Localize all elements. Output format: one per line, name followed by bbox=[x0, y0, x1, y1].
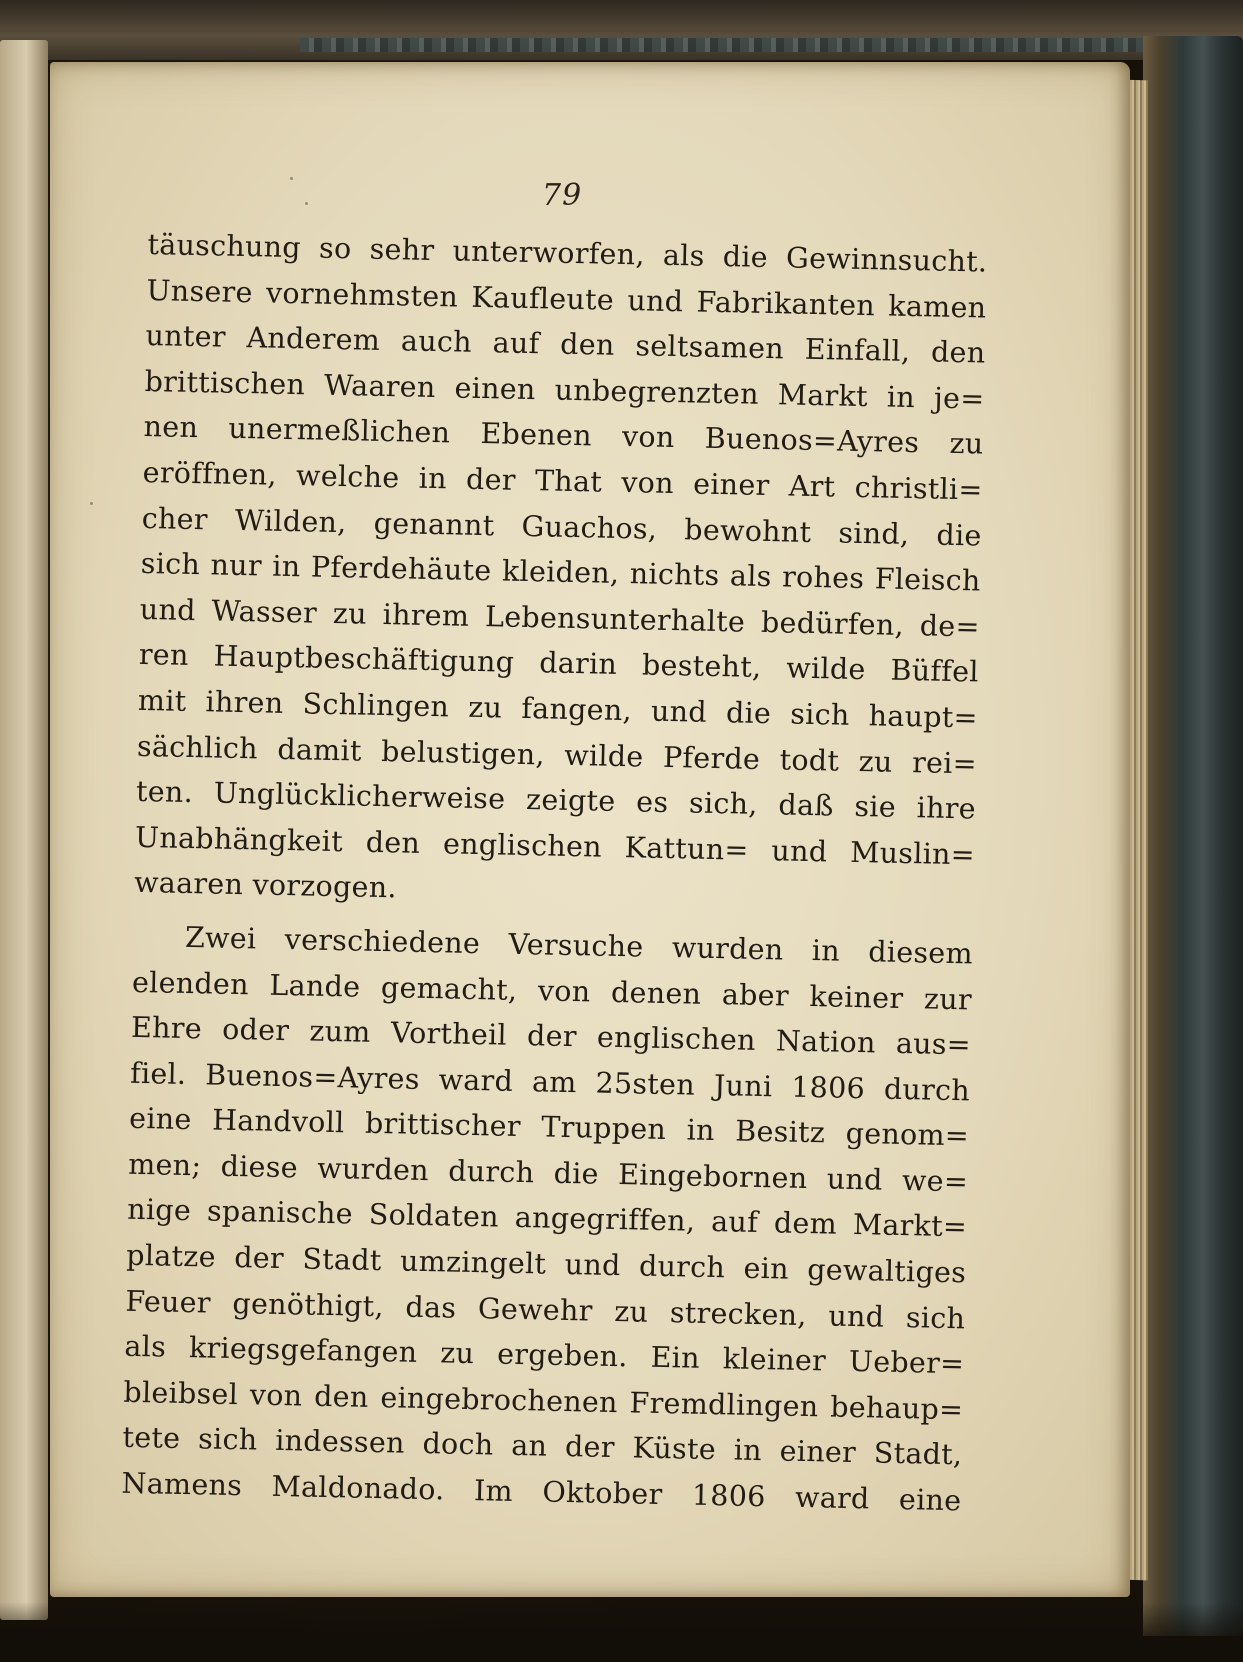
text-line: sächlich damit belustigen, wilde Pferde todt zu rei= bbox=[136, 729, 978, 781]
text-line: eine Handvoll brittischer Truppen in Besitz genom= bbox=[128, 1102, 970, 1153]
text-line: täuschung so sehr unterworfen, als die Gewinnsucht. bbox=[147, 227, 988, 279]
paper-speck bbox=[90, 502, 93, 505]
text-line: und Wasser zu ihrem Lebensunterhalte bedürfen, de= bbox=[139, 592, 981, 644]
text-line: elenden Lande gemacht, von denen aber keiner zur bbox=[131, 965, 973, 1016]
book-binding-top bbox=[0, 0, 1243, 60]
text-line: Unabhängkeit den englischen Kattun= und Muslin= bbox=[134, 820, 976, 872]
text-line: brittischen Waaren einen unbegrenzten Markt in je= bbox=[144, 364, 985, 416]
text-line: sich nur in Pferdehäute kleiden, nichts als rohes Fleisch bbox=[140, 547, 982, 598]
text-line: waaren vorzogen. bbox=[133, 866, 398, 905]
paper-speck bbox=[290, 177, 293, 180]
bottom-shadow bbox=[0, 1602, 1243, 1662]
text-line: als kriegsgefangen zu ergeben. Ein kleiner Ueber= bbox=[124, 1330, 965, 1381]
text-line: Namens Maldonado. Im Oktober 1806 ward eine bbox=[121, 1466, 962, 1518]
text-line: cher Wilden, genannt Guachos, bewohnt sind, die bbox=[141, 501, 982, 553]
text-line: Zwei verschiedene Versuche wurden in diesem bbox=[184, 920, 974, 971]
text-line: mit ihren Schlingen zu fangen, und die sich haupt= bbox=[137, 683, 979, 735]
text-line: tete sich indessen doch an der Küste in einer Stadt, bbox=[122, 1421, 963, 1472]
text-line: Ehre oder zum Vortheil der englischen Nation aus= bbox=[130, 1010, 972, 1062]
text-line: fiel. Buenos=Ayres ward am 25sten Juni 1806 durch bbox=[129, 1056, 971, 1108]
text-line: Feuer genöthigt, das Gewehr zu strecken, und sich bbox=[125, 1284, 966, 1336]
book-cover-right-edge bbox=[1143, 36, 1243, 1636]
text-line: eröffnen, welche in der That von einer Art christli= bbox=[142, 455, 983, 507]
text-line: men; diese wurden durch die Eingebornen und we= bbox=[127, 1147, 969, 1199]
text-line: nige spanische Soldaten angegriffen, auf dem Markt= bbox=[126, 1193, 968, 1244]
paper-speck bbox=[305, 202, 308, 205]
text-line: nen unermeßlichen Ebenen von Buenos=Ayres zu bbox=[143, 410, 984, 461]
text-line: Unsere vornehmsten Kaufleute und Fabrikanten kamen bbox=[146, 273, 987, 325]
text-line: ren Hauptbeschäftigung darin besteht, wilde Büffel bbox=[138, 638, 980, 689]
book-cover-left-edge bbox=[0, 40, 48, 1620]
paragraph-2 bbox=[121, 914, 973, 1524]
text-line: ten. Unglücklicherweise zeigte es sich, daß sie ihre bbox=[135, 775, 977, 826]
body-text bbox=[121, 222, 988, 1524]
text-line: platze der Stadt umzingelt und durch ein gewaltiges bbox=[126, 1238, 967, 1290]
text-line: unter Anderem auch auf den seltsamen Einfall, den bbox=[145, 319, 986, 370]
page-number: 79 bbox=[542, 178, 583, 213]
paragraph-1 bbox=[134, 222, 988, 923]
text-line: bleibsel von den eingebrochenen Fremdlingen behaup= bbox=[123, 1375, 964, 1427]
